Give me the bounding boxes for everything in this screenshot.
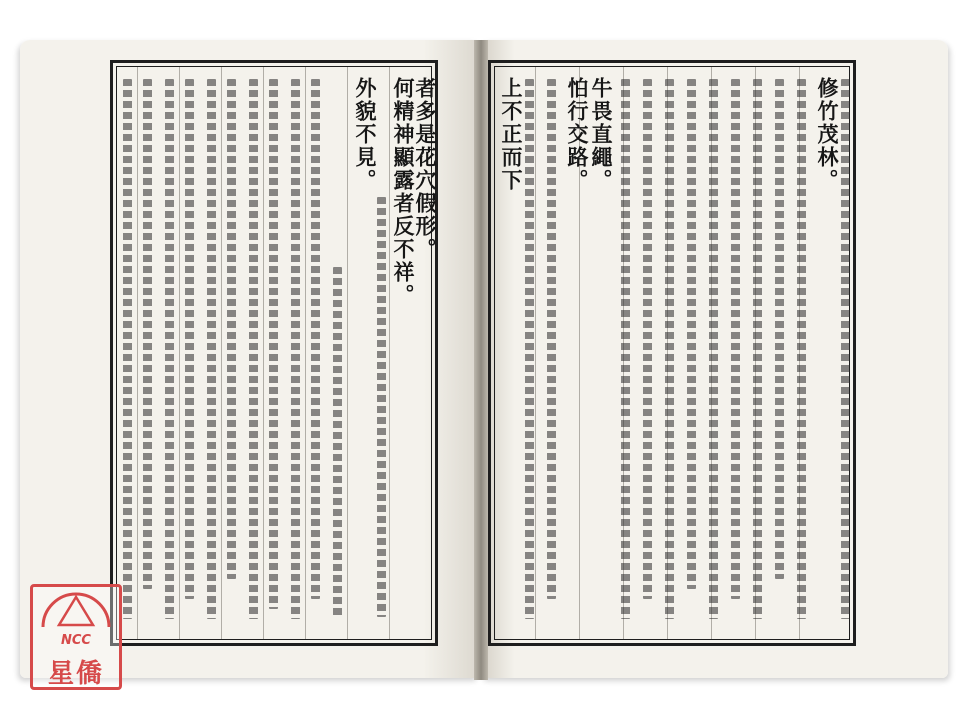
illegible-text-column: [841, 79, 850, 619]
heading-column: [415, 77, 436, 261]
illegible-text-column: [621, 79, 630, 619]
heading-text: 外貌不見。: [353, 77, 378, 192]
illegible-text-column: [165, 79, 174, 619]
left-text-frame: [110, 60, 438, 646]
illegible-text-column: [123, 79, 132, 619]
illegible-text-column: [249, 79, 258, 619]
illegible-text-column: [333, 267, 342, 617]
book-gutter: [474, 40, 488, 680]
illegible-text-column: [643, 79, 652, 599]
illegible-text-column: [731, 79, 740, 599]
illegible-text-column: [185, 79, 194, 599]
illegible-text-column: [797, 79, 806, 619]
illegible-text-column: [269, 79, 278, 609]
illegible-text-column: [687, 79, 696, 589]
illegible-text-column: [525, 79, 534, 619]
heading-text: 者多是花穴假形。: [413, 77, 438, 261]
heading-column: [567, 77, 588, 192]
illegible-text-column: [547, 79, 556, 599]
heading-text: 怕行交路。: [565, 77, 590, 192]
heading-column: [591, 77, 612, 192]
right-text-frame: [488, 60, 856, 646]
heading-text: 上不正而下: [499, 77, 524, 192]
illegible-text-column: [311, 79, 320, 599]
watermark-stamp: [30, 584, 122, 690]
stamp-label-bottom: 星僑: [47, 659, 104, 689]
illegible-text-column: [377, 197, 386, 617]
heading-text: 牛畏直繩。: [589, 77, 614, 192]
heading-text: 何精神顯露者反不祥。: [391, 77, 416, 307]
heading-column: [393, 77, 414, 307]
heading-column: [355, 77, 376, 192]
heading-text: 修竹茂林。: [815, 77, 840, 192]
illegible-text-column: [207, 79, 216, 619]
heading-column: [501, 77, 522, 192]
illegible-text-column: [753, 79, 762, 619]
illegible-text-column: [143, 79, 152, 589]
illegible-text-column: [291, 79, 300, 619]
heading-column: [817, 77, 838, 192]
illegible-text-column: [227, 79, 236, 579]
illegible-text-column: [665, 79, 674, 619]
illegible-text-column: [775, 79, 784, 579]
stamp-label-top: NCC: [61, 633, 91, 648]
illegible-text-column: [709, 79, 718, 619]
